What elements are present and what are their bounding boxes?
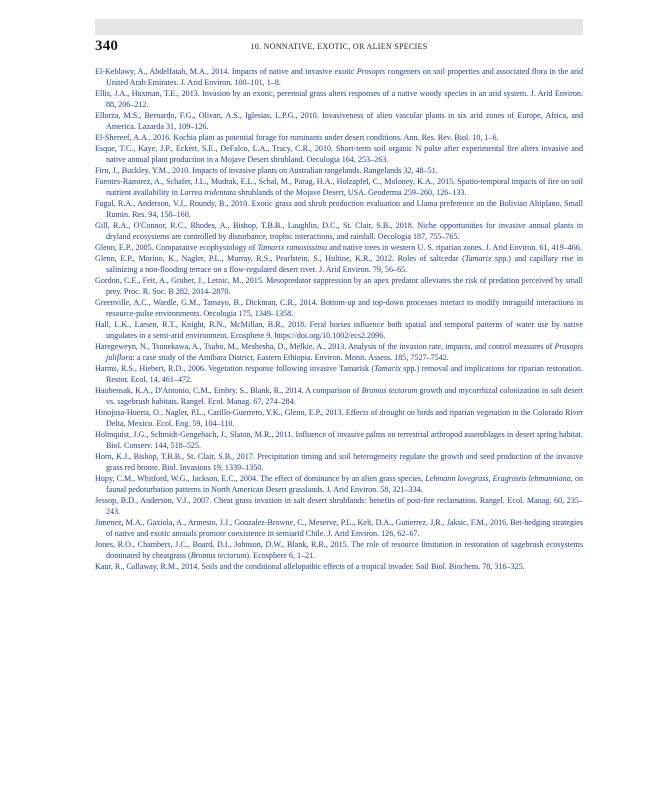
reference-text: Haregeweyn, N., Tsunekawa, A., Tsubo, M., Meshesha, D., Melkie, A., 2013. Analysis of the invasion rate, impacts, and control measures of bbox=[95, 342, 555, 351]
reference-text: Ellis, J.A., Huxman, T.E., 2013. Invasion by an exotic, perennial grass alters responses of a native woody species in an arid system. J. Arid Environ. 88, 206–212. bbox=[95, 89, 583, 109]
reference-entry bbox=[95, 495, 583, 517]
reference-text: Ellorza, M.S., Bernardo, F.G., Olivan, A.S., Iglesias, L.P.G., 2010. Invasiveness of alien vascular plants in six arid zones of Europe, Africa, and America. Lazarda 31, 109–126. bbox=[95, 111, 583, 131]
reference-text: Greenville, A.C., Wardle, G.M., Tamayo, B., Dickman, C.R., 2014. Bottom-up and top-down processes interact to modify intraguild interactions in resource-pulse environments. Oecologia 175, 1349–1358. bbox=[95, 298, 583, 318]
reference-text: shrublands of the Mojave Desert, USA. Geoderma 259–260, 126–133. bbox=[236, 188, 467, 197]
reference-italic-text: Prosopis juliflora bbox=[106, 342, 583, 362]
reference-italic-text: Larrea tridentata bbox=[179, 188, 237, 197]
reference-text: Hinojosa-Huerta, O., Nagler, P.L., Carillo-Guerrero, Y.K., Glenn, E.P., 2013. Effects of drought on birds and riparian vegetation in the Colorado River Delta, Mexico. Ecol. Eng. 59, 104–110. bbox=[95, 408, 583, 428]
running-head: 10. NONNATIVE, EXOTIC, OR ALIEN SPECIES bbox=[250, 42, 428, 51]
reference-text: spp.) removal and implications for riparian restoration. Restor. Ecol. 14, 461–472. bbox=[106, 364, 583, 384]
reference-entry bbox=[95, 363, 583, 385]
reference-entry bbox=[95, 66, 583, 88]
reference-text: Gill, R.A., O'Connor, R.C., Rhodes, A., Bishop, T.B.B., Laughlin, D.C., St. Clair, S.B., 2018. Niche opportunities for invasive annual plants in dryland ecosystems are controlled by disturbance, trophic interactions, and rainfall. Oecologia 187, 755–765. bbox=[95, 221, 583, 241]
reference-text: : a case study of the Amibara District, Eastern Ethiopia. Environ. Monit. Assess. 185, 7527–7542. bbox=[132, 353, 449, 362]
reference-text: Glenn, E.P., Morino, K., Nagler, P.L., Murray, R.S., Pearlstein, S., Hultine, K.R., 2012. Roles of saltcedar ( bbox=[95, 254, 465, 263]
reference-italic-text: Tamarix bbox=[464, 254, 492, 263]
reference-text: Hupy, C.M., Whitford, W.G., Jackson, E.C., 2004. The effect of dominance by an alien grass species, bbox=[95, 474, 426, 483]
reference-entry bbox=[95, 275, 583, 297]
reference-entry bbox=[95, 143, 583, 165]
reference-text: Horn, K.J., Bishop, T.B.B., St. Clair, S.B., 2017. Precipitation timing and soil heterogeneity regulate the growth and seed production of the invasive grass red brome. Biol. Invasions 19, 1339–1350. bbox=[95, 452, 583, 472]
reference-text: Jones, R.O., Chambers, J.C., Board, D.I., Johnson, D.W., Blank, R.R., 2015. The role of resource limitation in restoration of sagebrush ecosystems dominated by cheatgrass ( bbox=[95, 540, 583, 560]
reference-entry bbox=[95, 198, 583, 220]
reference-entry bbox=[95, 165, 583, 176]
reference-text: Fugal, R.A., Anderson, V.J., Roundy, B., 2010. Exotic grass and shrub production evaluation and Llama preference on the Bolivian Altiplano. Small Rumin. Res. 94, 150–160. bbox=[95, 199, 583, 219]
reference-text: congeners on soil properties and associated flora in the arid United Arab Emirates. J. Arid Environ. 100–101, 1–8. bbox=[106, 67, 584, 87]
reference-entry bbox=[95, 220, 583, 242]
reference-italic-text: Bromus tectorum bbox=[190, 551, 247, 560]
reference-text: Jessop, B.D., Anderson, V.J., 2007. Cheat grass invasion in salt desert shrublands: benefits of post-fire reclamation. Rangel. Ecol. Manag. 60, 235–243. bbox=[95, 496, 583, 516]
reference-entry bbox=[95, 297, 583, 319]
reference-text: Kaur, R., Callaway, R.M., 2014. Soils and the conditional allelopathic effects of a tropical invader. Soil Biol. Biochem. 78, 316–325. bbox=[95, 562, 525, 571]
reference-text: Holmquist, J.G., Schmidt-Gengebach, J., Slaton, M.R., 2011. Influence of invasive palms on terrestrial arthropod assemblages in desert spring habitat. Biol. Conserv. 144, 518–525. bbox=[95, 430, 583, 450]
reference-entry bbox=[95, 385, 583, 407]
reference-text: Harms, R.S., Hiebert, R.D., 2006. Vegetation response following invasive Tamarisk ( bbox=[95, 364, 375, 373]
reference-italic-text: Lehmann lovegrass, Eragrostis lehmanniana bbox=[425, 474, 571, 483]
reference-entry bbox=[95, 242, 583, 253]
reference-text: spp.) and capillary rise in salinizing a non-flooding terrace on a flow-regulated desert river. J. Arid Environ. 79, 56–65. bbox=[106, 254, 583, 274]
reference-entry bbox=[95, 451, 583, 473]
reference-text: Fuentes-Ramirez, A., Schafer, J.L., Mudrak, E.L., Schal, M., Parag, H.A., Holzapfel, C., Moloney, K.A., 2015. Spatio-temporal impacts of fire on soil nutrient availability in bbox=[95, 177, 583, 197]
reference-text: El-Keblawy, A., Abdelfatah, M.A., 2014. Impacts of native and invasive exotic bbox=[95, 67, 357, 76]
reference-text: Gordon, C.E., Feit, A., Gruber, J., Letnic, M., 2015. Mesopredator suppression by an apex predator alleviates the risk of predation perceived by small prey. Proc. R. Soc. B 282, 2014–2870. bbox=[95, 276, 583, 296]
reference-text: Glenn, E.P., 2005. Comparative ecophysiology of bbox=[95, 243, 258, 252]
reference-entry bbox=[95, 319, 583, 341]
reference-entry bbox=[95, 517, 583, 539]
page-number: 340 bbox=[95, 38, 119, 54]
reference-entry bbox=[95, 176, 583, 198]
reference-italic-text: Bromus tectorum bbox=[361, 386, 418, 395]
reference-entry bbox=[95, 341, 583, 363]
reference-entry bbox=[95, 88, 583, 110]
reference-italic-text: Prosopis bbox=[356, 67, 386, 76]
reference-text: , on faunal pedoturbation patterns in North American Desert grasslands. J. Arid Environ. 58, 321–334. bbox=[106, 474, 584, 494]
reference-text: and native trees in western U. S. riparian zones. J. Arid Environ. 61, 419–466. bbox=[327, 243, 582, 252]
reference-entry bbox=[95, 429, 583, 451]
reference-entry bbox=[95, 539, 583, 561]
reference-italic-text: Tamarix ramosissima bbox=[257, 243, 328, 252]
reference-text: Haubensak, K.A., D'Antonio, C.M., Embry, S., Blank, R., 2014. A comparison of bbox=[95, 386, 362, 395]
reference-text: Jimenez, M.A., Gaxiola, A., Armesto, J.J., Gonzalez-Browne, C., Meserve, P.L., Kelt, D.A., Gutierrez, J.R., Jaksic, F.M., 2016. Bet-hedging strategies of native and exotic annuals promote coexistence in semiarid Chile. J. Arid Environ. 126, 62–67. bbox=[95, 518, 583, 538]
reference-text: ). Ecosphere 6, 1–21. bbox=[246, 551, 316, 560]
page-header bbox=[95, 38, 583, 54]
reference-entry bbox=[95, 407, 583, 429]
reference-text: growth and mycorrhizal colonization in salt desert vs. sagebrush habitats. Rangel. Ecol. Manag. 67, 274–284. bbox=[106, 386, 584, 406]
reference-entry bbox=[95, 253, 583, 275]
reference-italic-text: Tamarix bbox=[374, 364, 401, 373]
reference-list bbox=[95, 66, 583, 572]
reference-text: Esque, T.C., Kaye, J.P., Eckert, S.E., DeFalco, L.A., Tracy, C.R., 2010. Short-term soil organic N pulse after experimental fire alters invasive and native annual plant production in a Mojave Desert shrubland. Oecologia 164, 253–263. bbox=[95, 144, 583, 164]
header-bar bbox=[95, 19, 583, 35]
reference-text: Hall, L.K., Larsen, R.T., Knight, R.N., McMillan, B.R., 2018. Feral horses influence both spatial and temporal patterns of water use by native ungulates in a semi-arid environment. Ecosphere 9. https://doi.org/10.1002/ecs2.2096. bbox=[95, 320, 583, 340]
reference-text: El-Shereef, A.A., 2016. Kochia plant as potential forage for ruminants under desert conditions. Ann. Res. Rev. Biol. 10, 1–6. bbox=[95, 133, 499, 142]
reference-entry bbox=[95, 561, 583, 572]
reference-entry bbox=[95, 110, 583, 132]
reference-text: Firn, J., Buckley, Y.M., 2010. Impacts of invasive plants on Australian rangelands. Rangelands 32, 48–51. bbox=[95, 166, 438, 175]
reference-entry bbox=[95, 473, 583, 495]
reference-entry bbox=[95, 132, 583, 143]
